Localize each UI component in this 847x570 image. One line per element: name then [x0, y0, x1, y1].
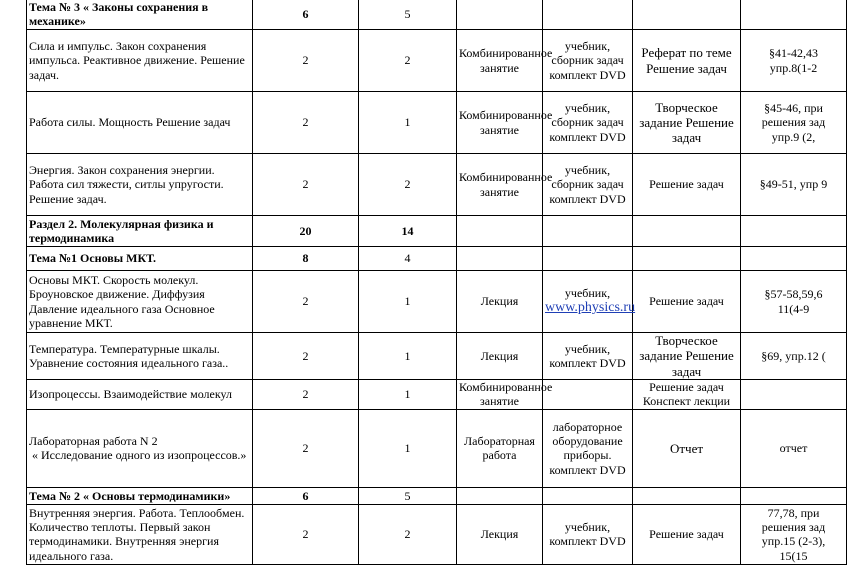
resources-cell: учебник, комплект DVD [543, 333, 633, 380]
topic-cell: Внутренняя энергия. Работа. Теплообмен. Количество теплоты. Первый закон термодинамики. Внутренняя энергия идеального газа. [27, 504, 253, 564]
topic-cell: Сила и импульс. Закон сохранения импульса. Реактивное движение. Решение задач. [27, 30, 253, 92]
work-cell: Реферат по теме Решение задач [633, 30, 741, 92]
hours-cell: 2 [253, 30, 359, 92]
lessons-cell: 1 [359, 92, 457, 154]
hours-cell: 2 [253, 333, 359, 380]
lessons-cell: 1 [359, 271, 457, 333]
topic-cell: Тема № 2 « Основы термодинамики» [27, 487, 253, 504]
resources-cell: учебник, сборник задач комплект DVD [543, 92, 633, 154]
type-cell: Лекция [457, 504, 543, 564]
table-row [27, 409, 847, 487]
table-row [27, 0, 847, 30]
resources-cell [543, 487, 633, 504]
work-cell [633, 216, 741, 247]
hours-cell: 2 [253, 379, 359, 409]
table-row [27, 487, 847, 504]
work-cell: Творческое задание Решение задач [633, 92, 741, 154]
lessons-cell: 5 [359, 487, 457, 504]
hours-cell: 2 [253, 504, 359, 564]
resources-cell [543, 271, 636, 333]
type-cell: Лекция [457, 271, 543, 333]
resources-cell [543, 379, 633, 409]
resources-cell [543, 216, 633, 247]
type-cell: Комбинированное занятие [457, 379, 543, 409]
hours-cell: 6 [253, 487, 359, 504]
homework-cell: отчет [741, 409, 847, 487]
type-cell [457, 247, 543, 271]
work-cell [633, 247, 741, 271]
hours-cell: 20 [253, 216, 359, 247]
work-cell: Решение задач Конспект лекции [633, 379, 741, 409]
curriculum-table [26, 0, 847, 565]
homework-cell: §41-42,43 упр.8(1-2 [741, 30, 847, 92]
topic-cell: Работа силы. Мощность Решение задач [27, 92, 253, 154]
type-cell: Комбинированное занятие [457, 30, 543, 92]
work-cell: Решение задач [633, 154, 741, 216]
lessons-cell: 14 [359, 216, 457, 247]
hours-cell: 2 [253, 154, 359, 216]
lessons-cell: 2 [359, 154, 457, 216]
table-row [27, 271, 847, 333]
homework-cell [741, 379, 847, 409]
table-row [27, 92, 847, 154]
hours-cell: 2 [253, 271, 359, 333]
resources-cell: учебник, сборник задач комплект DVD [543, 30, 633, 92]
hours-cell: 2 [253, 409, 359, 487]
topic-cell: Раздел 2. Молекулярная физика и термодинамика [27, 216, 253, 247]
work-cell: Творческое задание Решение задач [633, 333, 741, 380]
table-row [27, 30, 847, 92]
physics-site-link[interactable]: www.physics.ru [545, 300, 636, 316]
lessons-cell: 5 [359, 0, 457, 30]
resources-cell: лабораторное оборудование приборы. комплект DVD [543, 409, 633, 487]
lessons-cell: 1 [359, 379, 457, 409]
table-row [27, 154, 847, 216]
type-cell: Лекция [457, 333, 543, 380]
table-row [27, 247, 847, 271]
hours-cell: 6 [253, 0, 359, 30]
homework-cell: §45-46, при решения зад упр.9 (2, [741, 92, 847, 154]
homework-cell: §57-58,59,6 11(4-9 [741, 271, 847, 333]
lessons-cell: 4 [359, 247, 457, 271]
table-row [27, 379, 847, 409]
lessons-cell: 1 [359, 409, 457, 487]
lessons-cell: 1 [359, 333, 457, 380]
type-cell [457, 216, 543, 247]
resources-text: учебник, [564, 286, 611, 301]
resources-cell: учебник, комплект DVD [543, 504, 633, 564]
table-row [27, 504, 847, 564]
table-row [27, 216, 847, 247]
topic-cell: Тема №1 Основы МКТ. [27, 247, 253, 271]
homework-cell: §49-51, упр 9 [741, 154, 847, 216]
work-cell [633, 487, 741, 504]
homework-cell: §69, упр.12 ( [741, 333, 847, 380]
hours-cell: 8 [253, 247, 359, 271]
homework-cell [741, 216, 847, 247]
resources-cell [543, 247, 633, 271]
homework-cell [741, 0, 847, 30]
lessons-cell: 2 [359, 30, 457, 92]
topic-cell: Изопроцессы. Взаимодействие молекул [27, 379, 253, 409]
topic-cell: Тема № 3 « Законы сохранения в механике» [27, 0, 253, 30]
homework-cell [741, 247, 847, 271]
work-cell: Решение задач [633, 504, 741, 564]
topic-cell: Основы МКТ. Скорость молекул. Броуновское движение. Диффузия Давление идеального газа Основное уравнение МКТ. [27, 271, 253, 333]
work-cell: Отчет [633, 409, 741, 487]
resources-cell [543, 0, 633, 30]
work-cell [633, 0, 741, 30]
type-cell [457, 0, 543, 30]
type-cell: Лабораторная работа [457, 409, 543, 487]
type-cell: Комбинированное занятие [457, 92, 543, 154]
topic-cell: Лабораторная работа N 2 « Исследование одного из изопроцессов.» [27, 409, 253, 487]
homework-cell [741, 487, 847, 504]
homework-cell: 77,78, при решения зад упр.15 (2-3), 15(15 [741, 504, 847, 564]
resources-cell: учебник, сборник задач комплект DVD [543, 154, 633, 216]
type-cell: Комбинированное занятие [457, 154, 543, 216]
table-row [27, 333, 847, 380]
topic-cell: Энергия. Закон сохранения энергии. Работа сил тяжести, ситлы упругости. Решение задач. [27, 154, 253, 216]
topic-cell: Температура. Температурные шкалы. Уравнение состояния идеального газа.. [27, 333, 253, 380]
work-cell: Решение задач [633, 271, 741, 333]
lessons-cell: 2 [359, 504, 457, 564]
type-cell [457, 487, 543, 504]
hours-cell: 2 [253, 92, 359, 154]
